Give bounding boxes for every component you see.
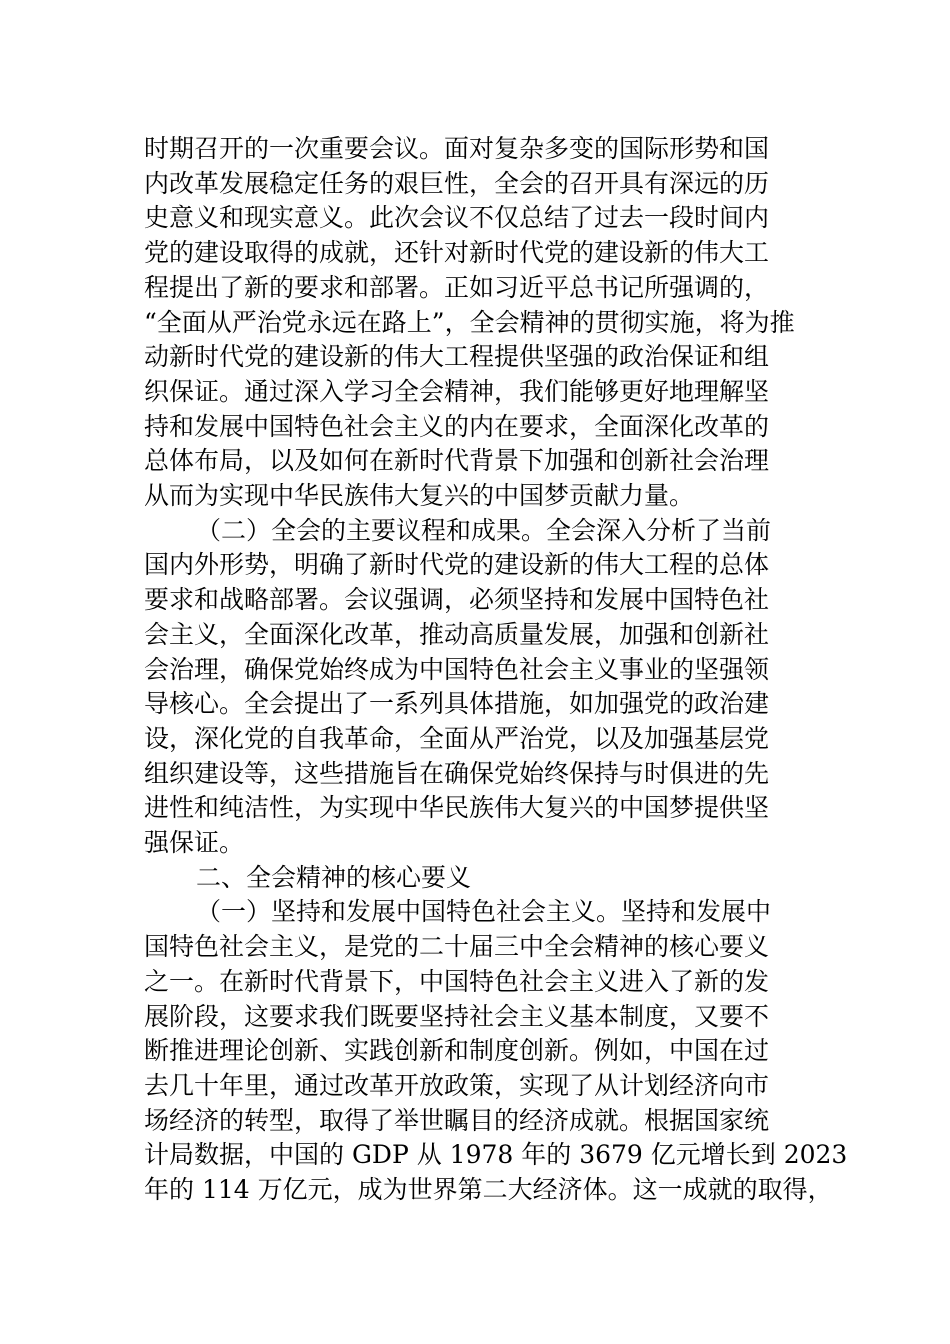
text-line: 国内外形势，明确了新时代党的建设新的伟大工程的总体 (144, 550, 770, 580)
text-line: 年的 114 万亿元，成为世界第二大经济体。这一成就的取得， (144, 1175, 833, 1205)
paragraph-1 (144, 132, 810, 514)
text-line: 之一。在新时代背景下，中国特色社会主义进入了新的发 (144, 966, 770, 996)
text-line: 断推进理论创新、实践创新和制度创新。例如，中国在过 (144, 1036, 770, 1066)
text-line: 时期召开的一次重要会议。面对复杂多变的国际形势和国 (144, 134, 770, 163)
text-line: 进性和纯洁性，为实现中华民族伟大复兴的中国梦提供坚 (144, 793, 770, 823)
document-page (144, 132, 848, 1208)
text-line: 党的建设取得的成就，还针对新时代党的建设新的伟大工 (144, 238, 770, 268)
text-line: 设，深化党的自我革命，全面从严治党，以及加强基层党 (144, 723, 770, 753)
text-line: 织保证。通过深入学习全会精神，我们能够更好地理解坚 (144, 376, 770, 406)
text-line: （一）坚持和发展中国特色社会主义。坚持和发展中 (196, 897, 772, 927)
text-line: 史意义和现实意义。此次会议不仅总结了过去一段时间内 (144, 203, 770, 233)
text-line: 内改革发展稳定任务的艰巨性，全会的召开具有深远的历 (144, 168, 770, 198)
text-line: 国特色社会主义，是党的二十届三中全会精神的核心要义 (144, 932, 770, 962)
paragraph-2 (144, 514, 810, 861)
text-line: 动新时代党的建设新的伟大工程提供坚强的政治保证和组 (144, 342, 770, 372)
text-line: 强保证。 (144, 828, 245, 858)
text-line: 持和发展中国特色社会主义的内在要求，全面深化改革的 (144, 411, 770, 441)
text-line: 去几十年里，通过改革开放政策，实现了从计划经济向市 (144, 1070, 770, 1100)
text-line: 从而为实现中华民族伟大复兴的中国梦贡献力量。 (144, 481, 695, 511)
text-line: 导核心。全会提出了一系列具体措施，如加强党的政治建 (144, 689, 770, 719)
text-line: 总体布局，以及如何在新时代背景下加强和创新社会治理 (144, 446, 770, 476)
text-line: 展阶段，这要求我们既要坚持社会主义基本制度，又要不 (144, 1001, 770, 1031)
text-line: 组织建设等，这些措施旨在确保党始终保持与时俱进的先 (144, 758, 770, 788)
text-line: 计局数据，中国的 GDP 从 1978 年的 3679 亿元增长到 2023 (144, 1140, 848, 1170)
text-line: 会主义，全面深化改革，推动高质量发展，加强和创新社 (144, 619, 770, 649)
section-heading: 二、全会精神的核心要义 (196, 862, 472, 892)
paragraph-3 (144, 895, 848, 1207)
text-line: 程提出了新的要求和部署。正如习近平总书记所强调的， (144, 272, 770, 302)
text-line: （二）全会的主要议程和成果。全会深入分析了当前 (196, 515, 772, 545)
text-line: 场经济的转型，取得了举世瞩目的经济成就。根据国家统 (144, 1105, 770, 1135)
text-line: 会治理，确保党始终成为中国特色社会主义事业的坚强领 (144, 654, 770, 684)
text-line: 要求和战略部署。会议强调，必须坚持和发展中国特色社 (144, 585, 770, 615)
text-line: “全面从严治党永远在路上”，全会精神的贯彻实施，将为推 (144, 307, 795, 337)
